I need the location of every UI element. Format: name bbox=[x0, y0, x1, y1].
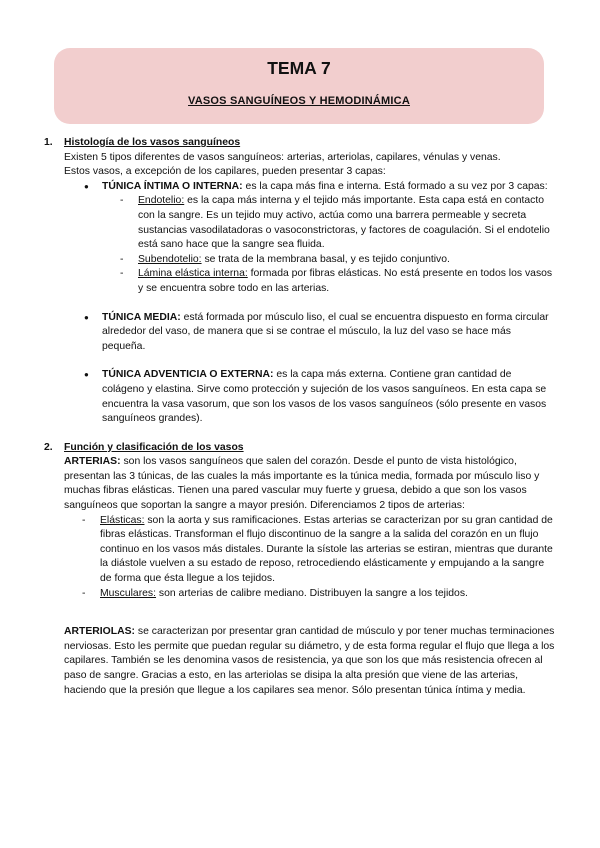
title-banner bbox=[54, 48, 544, 124]
sublist-item bbox=[82, 587, 556, 602]
term-label: ARTERIAS: bbox=[64, 456, 121, 468]
list-item-media bbox=[84, 311, 556, 355]
section-title: Histología de los vasos sanguíneos bbox=[64, 137, 241, 148]
sublist-item bbox=[120, 267, 556, 296]
term-label: TÚNICA ÍNTIMA O INTERNA: bbox=[102, 180, 243, 192]
term-label: Lámina elástica interna: bbox=[138, 268, 248, 280]
term-label: Subendotelio: bbox=[138, 253, 202, 265]
section-2-heading bbox=[44, 441, 556, 456]
term-label: Elásticas: bbox=[100, 514, 145, 526]
term-text: está formada por músculo liso, el cual se encuentra dispuesto en forma circular alrededor del vaso, de manera que si se contrae el músculo, la luz del vaso se hace más pequeña. bbox=[102, 311, 549, 352]
page-subtitle: VASOS SANGUÍNEOS Y HEMODINÁMICA bbox=[188, 95, 410, 107]
document-body bbox=[44, 136, 556, 698]
term-text: son la aorta y sus ramificaciones. Estas arterias se caracterizan por su gran cantidad de fibras elásticas. Transforman el flujo discontinuo de la sangre a la salida del corazón en un flujo continuo en los vasos más distales. Durante la sístole las arterias se estiran, mientras que durante la diástole vuelven a su estado de reposo, retrocediendo elásticamente y empujando a la sangre de forma que ésta llegue a los tejidos. bbox=[100, 514, 553, 585]
sublist-item bbox=[120, 253, 556, 268]
term-text: es la capa más fina e interna. Está formado a su vez por 3 capas: bbox=[242, 180, 548, 192]
term-label: Musculares: bbox=[100, 587, 157, 599]
term-label: TÚNICA MEDIA: bbox=[102, 311, 181, 323]
term-label: Endotelio: bbox=[138, 195, 185, 207]
paragraph-arterias bbox=[64, 455, 556, 513]
term-label: TÚNICA ADVENTICIA O EXTERNA: bbox=[102, 369, 274, 381]
term-text: se trata de la membrana basal, y es tejido conjuntivo. bbox=[201, 253, 450, 265]
list-item-intima bbox=[84, 180, 556, 297]
term-text: se caracterizan por presentar gran cantidad de músculo y por tener muchas terminaciones nerviosas. Esto les permite que puedan regular su diámetro, y de esta forma regular el flujo que llega a los capilares. También se les denomina vasos de resistencia, ya que son los que más resistencia ofrecen al paso de sangre. Gracias a esto, en las arteriolas se disipa la alta presión que viene de las arterias, haciendo que la presión que llegue a los capilares sea menor. Sólo presentan túnica íntima y media. bbox=[64, 626, 555, 696]
term-label: ARTERIOLAS: bbox=[64, 626, 135, 638]
term-text: es la capa más externa. Contiene gran cantidad de colágeno y elastina. Sirve como protección y sujeción de los vasos sanguíneos. En esta capa se encuentra la vasa vasorum, que son los vasos de los vasos sanguíneos (sólo presente en vasos sanguíneos grandes). bbox=[102, 369, 547, 425]
sublist-item bbox=[120, 194, 556, 252]
arterias-sublist bbox=[82, 514, 556, 602]
section-1-heading bbox=[44, 136, 556, 151]
page-title: TEMA 7 bbox=[267, 58, 331, 78]
section-number: 1. bbox=[44, 137, 53, 148]
tunicas-list bbox=[84, 180, 556, 427]
term-text: son los vasos sanguíneos que salen del corazón. Desde el punto de vista histológico, presentan las 3 túnicas, de las cuales la más importante es la túnica media, formada por músculo liso y muchas fibras elásticas. Tienen una pared vascular muy fuerte y gruesa, debido a que son los vasos sanguíneos que soportan la sangre a mayor presión. Diferenciamos 2 tipos de arterias: bbox=[64, 456, 540, 512]
intima-sublist bbox=[120, 194, 556, 296]
paragraph: Estos vasos, a excepción de los capilares, pueden presentar 3 capas: bbox=[64, 166, 386, 178]
list-item-adventicia bbox=[84, 368, 556, 426]
term-text: formada por fibras elásticas. No está presente en todos los vasos y se encuentra sobre todo en las arterias. bbox=[138, 268, 553, 294]
term-text: son arterias de calibre mediano. Distribuyen la sangre a los tejidos. bbox=[156, 587, 468, 599]
sublist-item bbox=[82, 514, 556, 587]
paragraph: Existen 5 tipos diferentes de vasos sanguíneos: arterias, arteriolas, capilares, vénulas y venas. bbox=[64, 151, 501, 163]
paragraph-arteriolas bbox=[64, 625, 556, 698]
section-number: 2. bbox=[44, 441, 53, 453]
section-title: Función y clasificación de los vasos bbox=[64, 441, 244, 453]
term-text: es la capa más interna y el tejido más importante. Esta capa está en contacto con la sangre. Es un tejido muy activo, actúa como una barrera permeable y secreta sustancias vasodilatadoras o vasoconstrictoras, y factores de coagulación. Si el endotelio está sano hace que la sangre sea fluida. bbox=[138, 195, 550, 251]
